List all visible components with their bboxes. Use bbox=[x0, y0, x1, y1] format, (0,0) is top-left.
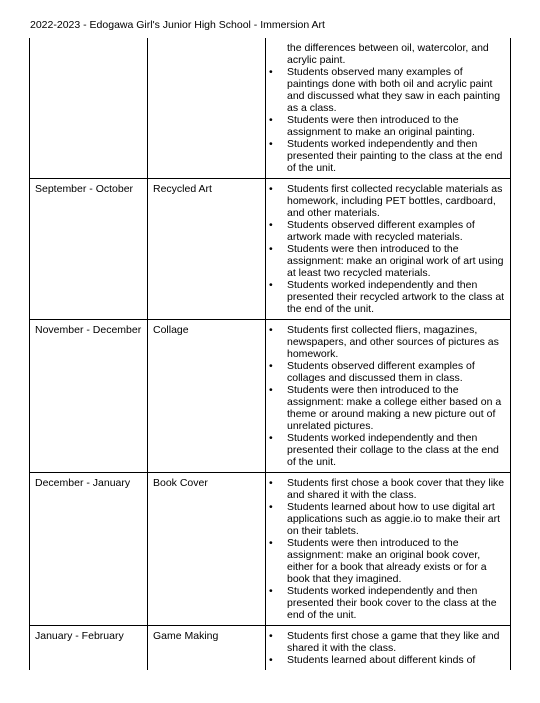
table-row bbox=[30, 179, 511, 320]
bullet-list bbox=[266, 42, 505, 174]
list-item: • Students first collected recyclable materials as homework, including PET bottles, cardboard, and other materials. bbox=[266, 183, 505, 219]
list-item: • Students first chose a game that they like and shared it with the class. bbox=[266, 630, 505, 654]
project-cell: Recycled Art bbox=[148, 179, 266, 320]
list-item: • Students first chose a book cover that they like and shared it with the class. bbox=[266, 477, 505, 501]
bullet-list bbox=[266, 477, 505, 621]
description-cell bbox=[266, 473, 511, 626]
list-item: • Students observed many examples of paintings done with both oil and acrylic paint and discussed what they saw in each painting as a class. bbox=[266, 66, 505, 114]
description-cell bbox=[266, 38, 511, 179]
period-cell: September - October bbox=[30, 179, 148, 320]
period-cell: December - January bbox=[30, 473, 148, 626]
list-item: • Students learned about different kinds of bbox=[266, 654, 505, 666]
period-cell bbox=[30, 38, 148, 179]
bullet-list bbox=[266, 324, 505, 468]
table-row bbox=[30, 626, 511, 671]
curriculum-table bbox=[29, 38, 511, 670]
list-item: the differences between oil, watercolor, and acrylic paint. bbox=[287, 42, 489, 66]
table-row bbox=[30, 473, 511, 626]
list-item: • Students worked independently and then presented their recycled artwork to the class at the end of the unit. bbox=[266, 279, 505, 315]
list-item: • Students were then introduced to the assignment: make an original work of art using at least two recycled materials. bbox=[266, 243, 505, 279]
period-cell: November - December bbox=[30, 320, 148, 473]
table-row bbox=[30, 38, 511, 179]
page-header: 2022-2023 - Edogawa Girl's Junior High School - Immersion Art bbox=[30, 19, 325, 31]
list-item: • Students observed different examples of collages and discussed them in class. bbox=[266, 360, 505, 384]
list-item: • Students were then introduced to the assignment to make an original painting. bbox=[266, 114, 505, 138]
description-cell bbox=[266, 320, 511, 473]
table-body bbox=[30, 38, 511, 670]
list-item: • Students worked independently and then presented their book cover to the class at the end of the unit. bbox=[266, 585, 505, 621]
description-cell bbox=[266, 179, 511, 320]
bullet-list bbox=[266, 630, 505, 666]
project-cell: Collage bbox=[148, 320, 266, 473]
table-row bbox=[30, 320, 511, 473]
period-cell: January - February bbox=[30, 626, 148, 671]
list-item: • Students were then introduced to the assignment: make a college either based on a theme or around making a new picture out of unrelated pictures. bbox=[266, 384, 505, 432]
list-item: • Students worked independently and then presented their collage to the class at the end of the unit. bbox=[266, 432, 505, 468]
project-cell: Book Cover bbox=[148, 473, 266, 626]
bullet-list bbox=[266, 183, 505, 315]
project-cell: Game Making bbox=[148, 626, 266, 671]
list-item: • Students were then introduced to the assignment: make an original book cover, either for a book that already exists or for a book that they imagined. bbox=[266, 537, 505, 585]
list-item: • Students observed different examples of artwork made with recycled materials. bbox=[266, 219, 505, 243]
list-item: • Students worked independently and then presented their painting to the class at the end of the unit. bbox=[266, 138, 505, 174]
description-cell bbox=[266, 626, 511, 671]
list-item: • Students first collected fliers, magazines, newspapers, and other sources of pictures as homework. bbox=[266, 324, 505, 360]
list-item: • Students learned about how to use digital art applications such as aggie.io to make their art on their tablets. bbox=[266, 501, 505, 537]
project-cell bbox=[148, 38, 266, 179]
